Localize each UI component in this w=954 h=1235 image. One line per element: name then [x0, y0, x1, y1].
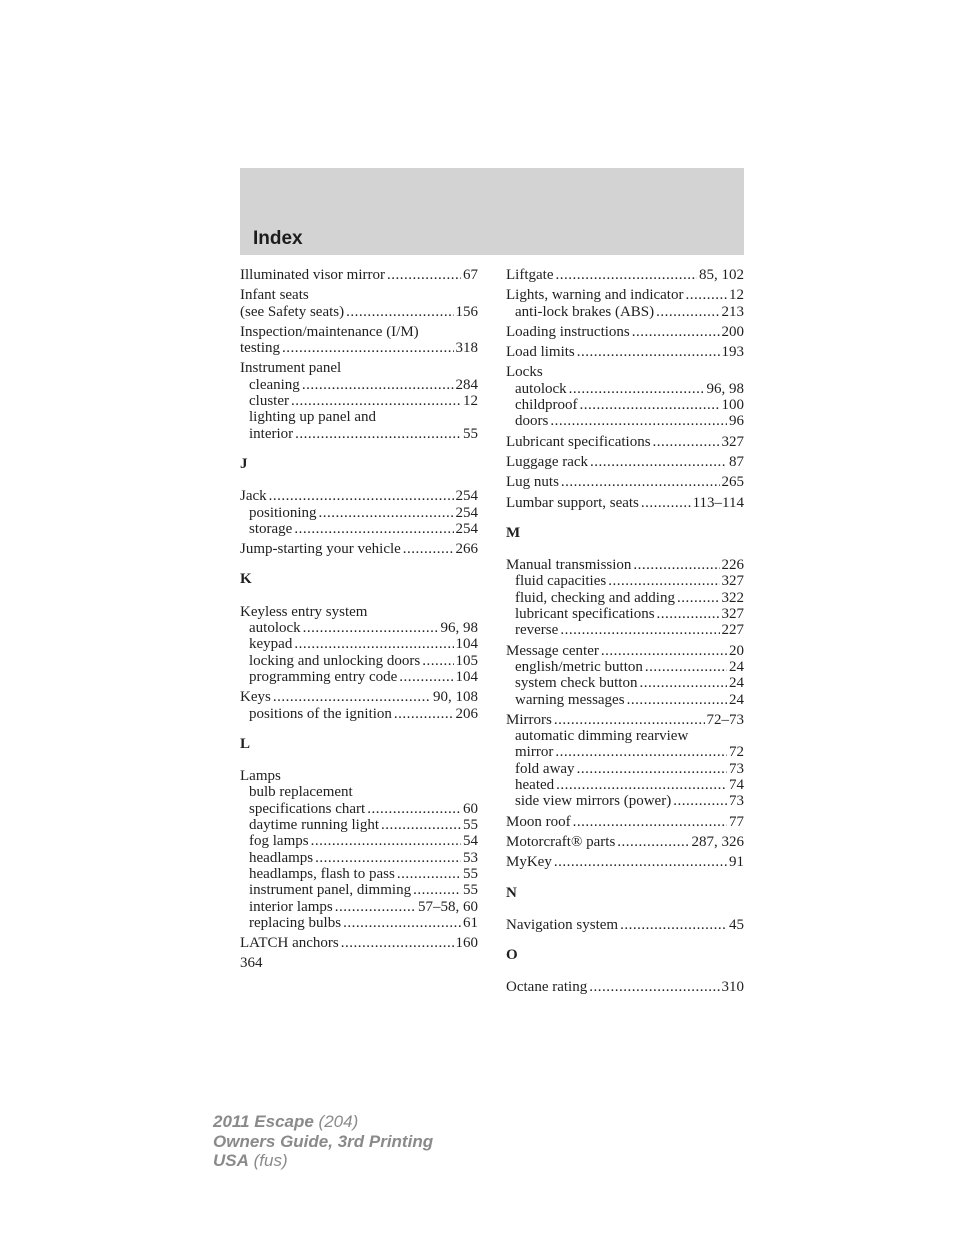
entry-text: side view mirrors (power) [515, 793, 672, 810]
leader-dots [657, 606, 720, 622]
entry-text: fog lamps [249, 833, 309, 850]
entry-text: autolock [249, 620, 301, 637]
index-subentry [506, 413, 744, 429]
entry-page: 100 [721, 397, 744, 414]
entry-text: Lubricant specifications [506, 433, 651, 450]
entry-text: doors [515, 413, 549, 430]
index-entry [240, 488, 478, 537]
index-entry-line [506, 557, 744, 573]
entry-text: Keyless entry system [240, 603, 368, 620]
index-entry-line [506, 474, 744, 490]
index-entry [240, 935, 478, 951]
entry-text: MyKey [506, 854, 552, 871]
leader-dots [346, 304, 453, 320]
entry-text: positions of the ignition [249, 705, 392, 722]
section-letter: M [506, 524, 521, 541]
entry-text: positioning [249, 504, 317, 521]
entry-text: Illuminated visor mirror [240, 267, 385, 283]
entry-text: Infant seats [240, 287, 309, 304]
index-subentry [240, 850, 478, 866]
entry-text: Liftgate [506, 267, 554, 283]
leader-dots [315, 850, 461, 866]
entry-text: Motorcraft® parts [506, 833, 616, 850]
entry-text: keypad [249, 636, 293, 653]
index-subentry [506, 573, 744, 589]
entry-text: headlamps [249, 849, 314, 866]
footer [213, 1112, 433, 1171]
leader-dots [633, 557, 719, 573]
entry-text: Instrument panel [240, 360, 342, 377]
index-entry [506, 814, 744, 830]
index-subentry [240, 817, 478, 833]
leader-dots [641, 495, 691, 511]
entry-page: 60 [463, 800, 478, 817]
page-title: Index [253, 228, 303, 249]
page-number: 364 [240, 955, 263, 972]
entry-text: Lights, warning and indicator [506, 287, 684, 304]
entry-page: 227 [721, 622, 744, 639]
index-subentry [506, 777, 744, 793]
entry-page: 12 [729, 287, 744, 304]
leader-dots [341, 935, 454, 951]
index-entry [506, 643, 744, 708]
entry-page: 156 [455, 303, 478, 320]
index-subentry [506, 728, 744, 744]
leader-dots [554, 712, 705, 728]
index-subentry [240, 409, 478, 425]
entry-page: 54 [463, 833, 478, 850]
entry-page: 12 [463, 393, 478, 410]
entry-page: 105 [455, 652, 478, 669]
entry-text: Locks [506, 364, 543, 381]
footer-model: 2011 Escape [213, 1112, 314, 1131]
leader-dots [617, 834, 689, 850]
index-entry-line [240, 287, 478, 303]
index-entry-line [506, 324, 744, 340]
entry-text: heated [515, 777, 555, 794]
entry-page: 96, 98 [706, 380, 744, 397]
entry-page: 318 [455, 340, 478, 357]
entry-page: 55 [463, 882, 478, 899]
index-subentry [506, 744, 744, 760]
leader-dots [381, 817, 461, 833]
entry-page: 96, 98 [440, 620, 478, 637]
leader-dots [387, 267, 461, 283]
entry-page: 327 [721, 606, 744, 623]
index-entry-line [240, 304, 478, 320]
entry-text: Octane rating [506, 979, 588, 996]
entry-page: 90, 108 [433, 689, 478, 706]
entry-text: cluster [249, 393, 289, 410]
entry-text: Jump-starting your vehicle [240, 541, 401, 558]
entry-text: Manual transmission [506, 557, 632, 574]
entry-text: fold away [515, 760, 575, 777]
leader-dots [577, 761, 727, 777]
entry-text: reverse [515, 622, 559, 639]
entry-page: 67 [463, 267, 478, 283]
index-column-left [240, 267, 478, 972]
index-entry-line [240, 541, 478, 557]
index-entry-line [240, 768, 478, 784]
leader-dots [653, 434, 720, 450]
leader-dots [589, 979, 719, 995]
index-subentry [240, 833, 478, 849]
index-entry-line [506, 495, 744, 511]
index-entry-line [240, 360, 478, 376]
index-entry [240, 604, 478, 685]
leader-dots [303, 620, 439, 636]
index-entry [240, 360, 478, 441]
index-subentry [506, 397, 744, 413]
entry-text: Load limits [506, 344, 575, 361]
entry-text: Mirrors [506, 711, 552, 728]
entry-page: 284 [455, 376, 478, 393]
index-subentry [506, 304, 744, 320]
leader-dots [413, 882, 461, 898]
leader-dots [311, 833, 461, 849]
section-letter: O [506, 947, 518, 964]
index-entry [240, 768, 478, 931]
index-entry [506, 344, 744, 360]
leader-dots [291, 393, 461, 409]
entry-text: testing [240, 340, 280, 357]
index-entry-line [240, 340, 478, 356]
index-subentry [240, 866, 478, 882]
entry-text: lubricant specifications [515, 606, 655, 623]
leader-dots [601, 643, 727, 659]
leader-dots [569, 381, 705, 397]
entry-page: 87 [729, 453, 744, 470]
entry-text: Moon roof [506, 813, 571, 830]
section-letter: J [240, 455, 248, 472]
index-entry-line [240, 324, 478, 340]
entry-page: 73 [729, 760, 744, 777]
index-entry-line [506, 979, 744, 995]
index-entry-line [506, 917, 744, 933]
index-subentry [240, 393, 478, 409]
leader-dots [639, 675, 727, 691]
entry-text: Lamps [240, 768, 281, 785]
leader-dots [685, 287, 727, 303]
index-subentry [240, 706, 478, 722]
entry-page: 53 [463, 849, 478, 866]
entry-text: locking and unlocking doors [249, 652, 421, 669]
entry-text: Message center [506, 642, 599, 659]
leader-dots [627, 692, 727, 708]
index-subentry [240, 882, 478, 898]
entry-text: childproof [515, 397, 578, 414]
index-entry [506, 434, 744, 450]
index-subentry [506, 659, 744, 675]
entry-page: 266 [455, 541, 478, 558]
leader-dots [645, 659, 727, 675]
index-entry [506, 324, 744, 340]
index-entry-line [506, 364, 744, 380]
index-entry-line [506, 267, 744, 283]
entry-page: 104 [455, 668, 478, 685]
index-entry [506, 454, 744, 470]
index-subentry [240, 426, 478, 442]
entry-text: lighting up panel and [249, 409, 377, 426]
index-entry-line [506, 454, 744, 470]
index-entry-line [506, 712, 744, 728]
entry-page: 287, 326 [691, 833, 744, 850]
entry-page: 322 [721, 589, 744, 606]
entry-page: 104 [455, 636, 478, 653]
index-entry [506, 364, 744, 429]
entry-page: 96 [729, 413, 744, 430]
index-subentry [240, 784, 478, 800]
leader-dots [620, 917, 727, 933]
section-letter: N [506, 884, 517, 901]
index-subentry [240, 620, 478, 636]
entry-text: Navigation system [506, 916, 619, 933]
entry-page: 55 [463, 865, 478, 882]
entry-text: Loading instructions [506, 323, 630, 340]
index-entry-line [506, 643, 744, 659]
entry-text: LATCH anchors [240, 935, 339, 952]
entry-text: Jack [240, 488, 267, 505]
entry-text: autolock [515, 380, 567, 397]
entry-page: 55 [463, 817, 478, 834]
index-subentry [506, 606, 744, 622]
index-subentry [240, 653, 478, 669]
entry-page: 85, 102 [699, 267, 744, 283]
index-subentry [240, 669, 478, 685]
index-subentry [506, 675, 744, 691]
leader-dots [397, 866, 461, 882]
leader-dots [294, 636, 453, 652]
entry-page: 200 [721, 323, 744, 340]
index-entry [240, 541, 478, 557]
index-subentry [506, 793, 744, 809]
index-subentry [240, 899, 478, 915]
leader-dots [294, 521, 453, 537]
entry-page: 160 [455, 935, 478, 952]
leader-dots [367, 801, 461, 817]
entry-text: headlamps, flash to pass [249, 865, 395, 882]
entry-page: 24 [729, 658, 744, 675]
entry-page: 265 [721, 474, 744, 491]
index-entry [506, 712, 744, 810]
entry-page: 57–58, 60 [418, 898, 478, 915]
entry-text: instrument panel, dimming [249, 882, 412, 899]
entry-page: 91 [729, 854, 744, 871]
index-entry [240, 324, 478, 357]
entry-page: 45 [729, 916, 744, 933]
leader-dots [273, 689, 431, 705]
leader-dots [335, 899, 416, 915]
entry-page: 72 [729, 744, 744, 761]
entry-page: 213 [721, 303, 744, 320]
index-entry-line [240, 488, 478, 504]
entry-page: 327 [721, 573, 744, 590]
footer-region-code: (fus) [248, 1151, 288, 1170]
index-entry-line [506, 814, 744, 830]
entry-text: automatic dimming rearview [515, 728, 689, 745]
entry-text: anti-lock brakes (ABS) [515, 303, 655, 320]
leader-dots [632, 324, 720, 340]
index-subentry [240, 377, 478, 393]
entry-page: 327 [721, 433, 744, 450]
leader-dots [343, 915, 461, 931]
leader-dots [399, 669, 453, 685]
index-entry [506, 834, 744, 850]
index-entry [240, 267, 478, 283]
index-subentry [240, 505, 478, 521]
index-entry [506, 474, 744, 490]
leader-dots [550, 413, 727, 429]
index-subentry [506, 590, 744, 606]
entry-text: (see Safety seats) [240, 303, 345, 320]
index-entry-line [506, 434, 744, 450]
index-subentry [240, 521, 478, 537]
entry-text: Luggage rack [506, 453, 589, 470]
leader-dots [282, 340, 454, 356]
footer-guide: Owners Guide, 3rd Printing [213, 1131, 434, 1151]
leader-dots [608, 573, 719, 589]
leader-dots [573, 814, 727, 830]
entry-page: 24 [729, 675, 744, 692]
entry-text: specifications chart [249, 800, 366, 817]
footer-model-code: (204) [313, 1112, 359, 1131]
index-entry-line [506, 834, 744, 850]
leader-dots [403, 541, 454, 557]
entry-page: 55 [463, 425, 478, 442]
leader-dots [677, 590, 720, 606]
index-subentry [506, 622, 744, 638]
footer-region: USA [213, 1151, 249, 1170]
leader-dots [561, 474, 720, 490]
entry-text: interior [249, 425, 294, 442]
index-column-right [506, 267, 744, 1000]
entry-page: 61 [463, 914, 478, 931]
leader-dots [656, 304, 719, 320]
entry-page: 73 [729, 793, 744, 810]
index-entry [240, 689, 478, 722]
leader-dots [554, 854, 727, 870]
entry-text: Keys [240, 689, 271, 706]
index-entry-line [506, 344, 744, 360]
entry-text: programming entry code [249, 668, 398, 685]
index-entry [506, 979, 744, 995]
entry-text: system check button [515, 675, 638, 692]
entry-text: fluid capacities [515, 573, 607, 590]
entry-page: 254 [455, 504, 478, 521]
entry-page: 72–73 [706, 711, 744, 728]
index-entry [506, 267, 744, 283]
leader-dots [673, 793, 727, 809]
leader-dots [422, 653, 453, 669]
entry-text: storage [249, 520, 293, 537]
entry-text: fluid, checking and adding [515, 589, 675, 606]
entry-page: 254 [455, 520, 478, 537]
entry-text: Inspection/maintenance (I/M) [240, 323, 419, 340]
section-letter: L [240, 735, 251, 752]
entry-page: 193 [721, 344, 744, 361]
entry-page: 310 [721, 979, 744, 996]
leader-dots [577, 344, 720, 360]
leader-dots [556, 777, 727, 793]
leader-dots [302, 377, 454, 393]
index-subentry [240, 801, 478, 817]
entry-page: 74 [729, 777, 744, 794]
index-entry-line [506, 287, 744, 303]
entry-page: 226 [721, 557, 744, 574]
entry-text: Lumbar support, seats [506, 494, 639, 511]
index-entry [506, 557, 744, 638]
leader-dots [555, 744, 727, 760]
index-entry [506, 917, 744, 933]
entry-page: 24 [729, 691, 744, 708]
index-entry-line [240, 604, 478, 620]
entry-page: 206 [455, 705, 478, 722]
index-subentry [506, 692, 744, 708]
leader-dots [319, 505, 454, 521]
entry-text: daytime running light [249, 817, 379, 834]
leader-dots [560, 622, 719, 638]
entry-text: english/metric button [515, 658, 643, 675]
index-subentry [240, 636, 478, 652]
index-entry [506, 495, 744, 511]
entry-text: cleaning [249, 376, 300, 393]
leader-dots [590, 454, 727, 470]
index-entry-line [240, 689, 478, 705]
index-entry-line [240, 267, 478, 283]
entry-page: 77 [729, 813, 744, 830]
index-header [240, 168, 744, 255]
index-entry-line [506, 854, 744, 870]
entry-page: 254 [455, 488, 478, 505]
entry-text: bulb replacement [249, 784, 353, 801]
index-entry-line [240, 935, 478, 951]
section-letter: K [240, 571, 252, 588]
entry-page: 20 [729, 642, 744, 659]
entry-page: 113–114 [692, 494, 744, 511]
leader-dots [394, 706, 454, 722]
entry-text: warning messages [515, 691, 625, 708]
leader-dots [579, 397, 719, 413]
index-entry [240, 287, 478, 320]
index-subentry [506, 381, 744, 397]
entry-text: Lug nuts [506, 474, 559, 491]
entry-text: mirror [515, 744, 554, 761]
leader-dots [295, 426, 461, 442]
index-subentry [506, 761, 744, 777]
leader-dots [555, 267, 697, 283]
leader-dots [269, 488, 454, 504]
index-entry [506, 287, 744, 320]
entry-text: replacing bulbs [249, 914, 342, 931]
entry-text: interior lamps [249, 898, 333, 915]
index-entry [506, 854, 744, 870]
index-subentry [240, 915, 478, 931]
